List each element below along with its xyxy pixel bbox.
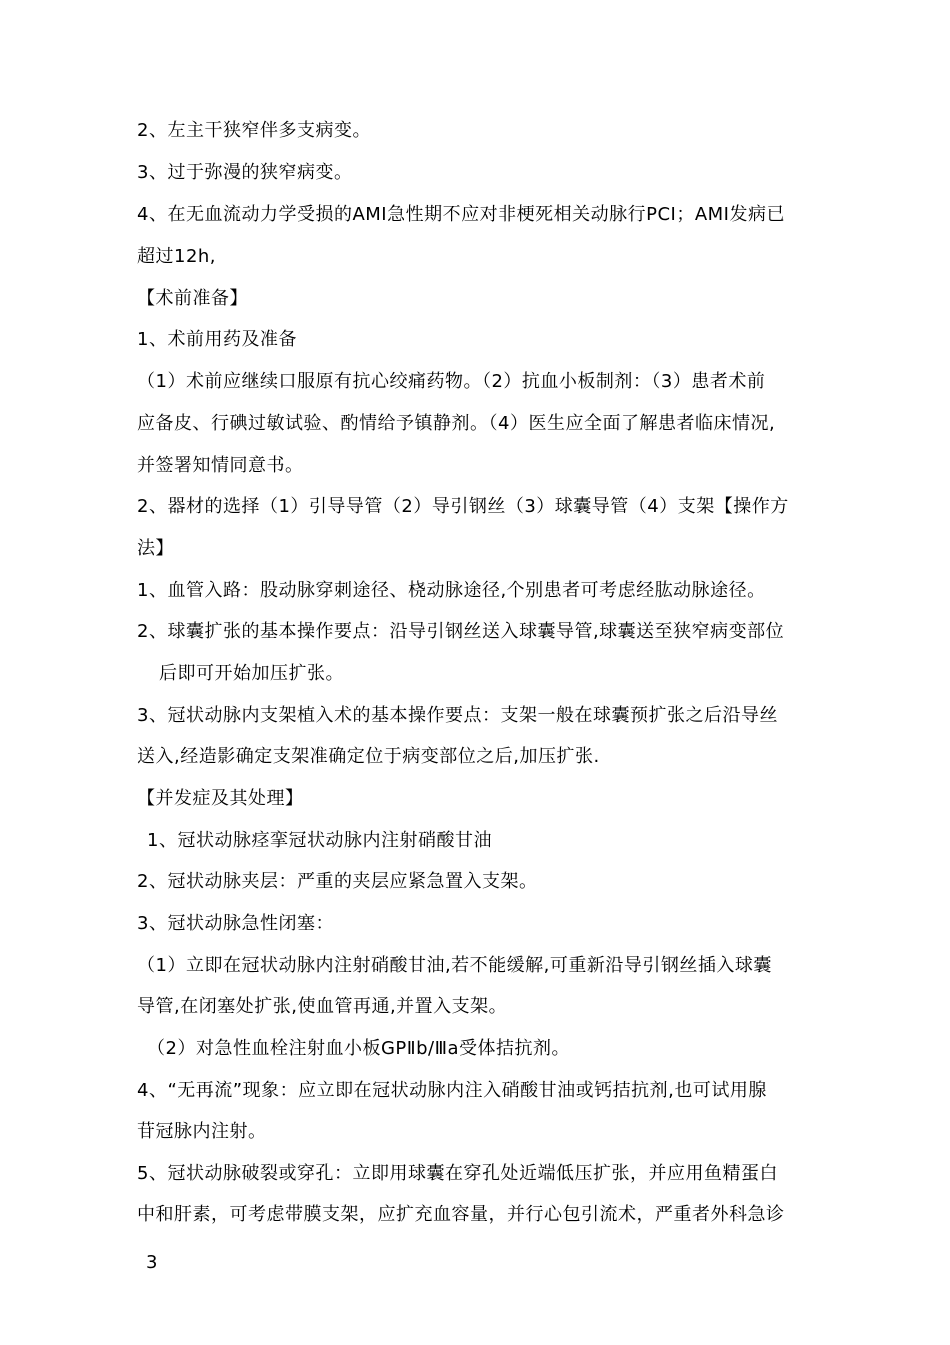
- section-heading-complications: 【并发症及其处理】: [137, 788, 304, 809]
- text-line-24: 4、“无再流”现象：应立即在冠状动脉内注入硝酸甘油或钙拮抗剂,也可试用腺: [137, 1080, 767, 1101]
- text-line-13: 2、球囊扩张的基本操作要点：沿导引钢丝送入球囊导管,球囊送至狭窄病变部位: [137, 621, 785, 642]
- text-line-9: 并签署知情同意书。: [137, 455, 304, 476]
- text-line-10: 2、器材的选择（1）引导导管（2）导引钢丝（3）球囊导管（4）支架【操作方: [137, 496, 789, 517]
- text-line-19: 2、冠状动脉夹层：严重的夹层应紧急置入支架。: [137, 871, 538, 892]
- text-line-21: （1）立即在冠状动脉内注射硝酸甘油,若不能缓解,可重新沿导引钢丝插入球囊: [137, 955, 772, 976]
- text-line-12: 1、血管入路：股动脉穿刺途径、桡动脉途径,个别患者可考虑经肱动脉途径。: [137, 580, 766, 601]
- text-line-1: 2、左主干狭窄伴多支病变。: [137, 120, 371, 141]
- text-line-23: （2）对急性血栓注射血小板GPⅡb/Ⅲa受体拮抗剂。: [147, 1038, 571, 1059]
- text-line-22: 导管,在闭塞处扩张,使血管再通,并置入支架。: [137, 996, 508, 1017]
- text-line-11: 法】: [137, 538, 174, 559]
- text-line-20: 3、冠状动脉急性闭塞：: [137, 913, 334, 934]
- text-line-25: 苷冠脉内注射。: [137, 1121, 267, 1142]
- text-line-26: 5、冠状动脉破裂或穿孔：立即用球囊在穿孔处近端低压扩张，并应用鱼精蛋白: [137, 1163, 778, 1184]
- text-line-27: 中和肝素，可考虑带膜支架，应扩充血容量，并行心包引流术，严重者外科急诊: [137, 1204, 785, 1225]
- text-line-18: 1、冠状动脉痉挛冠状动脉内注射硝酸甘油: [147, 830, 492, 851]
- page-number: 3: [146, 1252, 158, 1273]
- text-line-3: 4、在无血流动力学受损的AMI急性期不应对非梗死相关动脉行PCI；AMI发病已: [137, 204, 785, 225]
- text-line-8: 应备皮、行碘过敏试验、酌情给予镇静剂。（4）医生应全面了解患者临床情况,: [137, 413, 776, 434]
- section-heading-preop: 【术前准备】: [137, 288, 248, 309]
- text-line-15: 3、冠状动脉内支架植入术的基本操作要点：支架一般在球囊预扩张之后沿导丝: [137, 705, 778, 726]
- text-line-2: 3、过于弥漫的狭窄病变。: [137, 162, 353, 183]
- text-line-14: 后即可开始加压扩张。: [159, 663, 344, 684]
- text-line-4: 超过12h,: [137, 246, 217, 267]
- text-line-16: 送入,经造影确定支架准确定位于病变部位之后,加压扩张.: [137, 746, 600, 767]
- text-line-6: 1、术前用药及准备: [137, 329, 297, 350]
- text-line-7: （1）术前应继续口服原有抗心绞痛药物。（2）抗血小板制剂：（3）患者术前: [137, 371, 766, 392]
